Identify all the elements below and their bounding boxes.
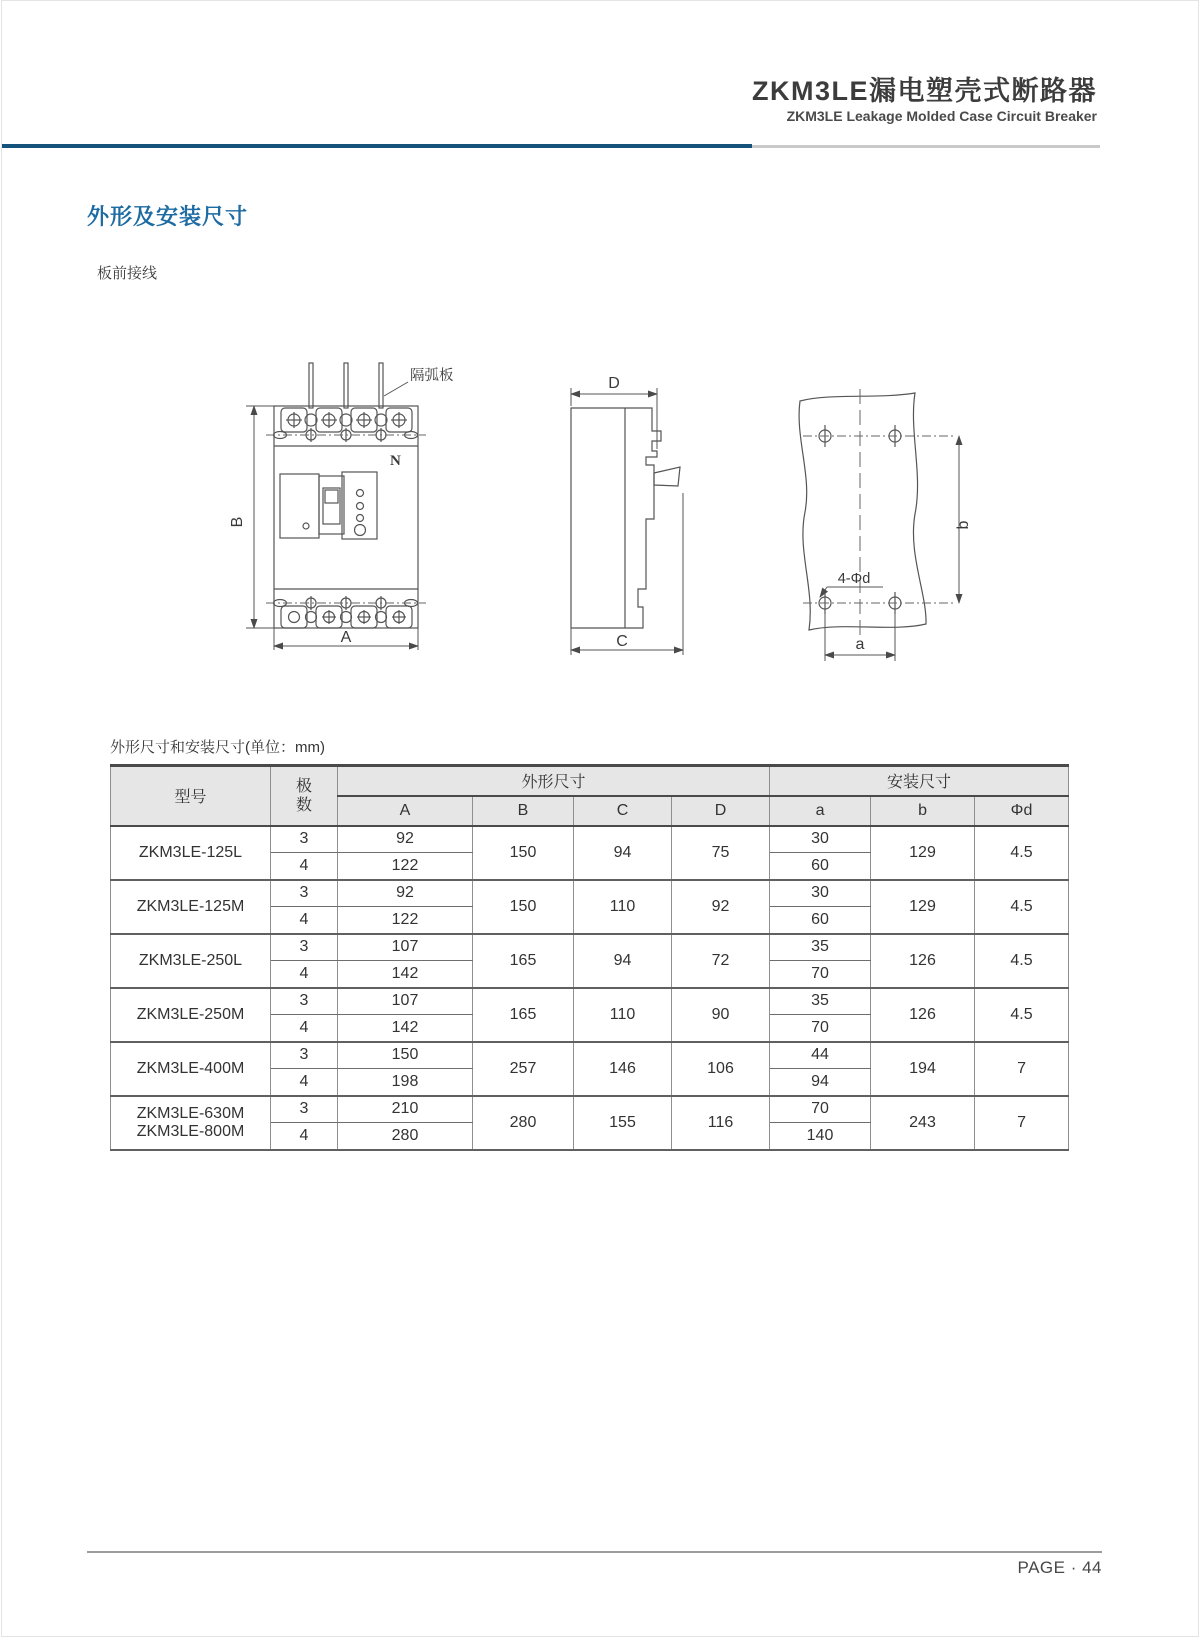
dim-B-cell: 165 [473,988,574,1042]
model-name: ZKM3LE-400M [136,1059,245,1077]
col-header-phid: Φd [975,796,1069,826]
mounting-plate-outline [799,393,926,630]
dim-a-cell: 35 [770,934,871,961]
dim-a-cell: 60 [770,853,871,880]
dim-a-cell: 70 [770,1015,871,1042]
dim-A-cell: 142 [338,961,473,988]
side-view-dimensions [571,375,683,655]
dim-A-cell: 107 [338,934,473,961]
poles-cell: 4 [271,1069,338,1096]
dim-A-cell: 142 [338,1015,473,1042]
mounting-hole-diagram [755,379,985,669]
dim-b-label: b [955,520,972,530]
dim-C-cell: 155 [574,1096,672,1150]
model-name: ZKM3LE-250M [136,1005,245,1023]
dim-b-cell: 126 [871,988,975,1042]
poles-cell: 4 [271,961,338,988]
neutral-pole-label: N [390,453,401,469]
col-header-model: 型号 [111,766,271,826]
model-cell [111,880,271,934]
model-cell [111,1042,271,1096]
dim-a-cell: 94 [770,1069,871,1096]
dim-A-label: A [340,629,352,646]
side-view-diagram [542,343,692,657]
col-header-A: A [338,796,473,826]
dim-A-cell: 122 [338,907,473,934]
group-header-mounting: 安装尺寸 [770,766,1069,796]
dim-phid-cell: 4.5 [975,826,1069,880]
poles-cell: 4 [271,1123,338,1150]
dim-a-cell: 70 [770,961,871,988]
dim-b-cell: 129 [871,826,975,880]
product-title-zh: ZKM3LE漏电塑壳式断路器 [752,76,1097,106]
dim-B-cell: 150 [473,826,574,880]
dim-B-cell: 280 [473,1096,574,1150]
poles-cell: 3 [271,880,338,907]
col-header-poles [271,766,338,826]
dim-D-cell: 72 [672,934,770,988]
table-row [111,988,1069,1015]
page-number: PAGE · 44 [1017,1558,1102,1577]
dim-b-cell: 243 [871,1096,975,1150]
table-row [111,934,1069,961]
dim-A-cell: 92 [338,880,473,907]
dim-A-cell: 122 [338,853,473,880]
model-cell [111,1096,271,1150]
dim-D-cell: 90 [672,988,770,1042]
table-row [111,826,1069,853]
dim-C-label: C [616,633,628,650]
table-row [111,880,1069,907]
dim-B-cell: 165 [473,934,574,988]
poles-cell: 4 [271,853,338,880]
dim-phid-cell: 4.5 [975,988,1069,1042]
dim-D-cell: 75 [672,826,770,880]
dim-D-cell: 106 [672,1042,770,1096]
dim-D-cell: 92 [672,880,770,934]
dim-B-cell: 150 [473,880,574,934]
front-view-centerlines [266,435,426,603]
dim-A-cell: 92 [338,826,473,853]
holes-spec-label: 4-Φd [837,571,871,587]
dim-a-cell: 30 [770,880,871,907]
dimensions-table [110,764,1069,1151]
dim-a-cell: 30 [770,826,871,853]
model-name: ZKM3LE-125M [136,897,245,915]
poles-header-text: 极数 [295,777,312,814]
dim-a-cell: 140 [770,1123,871,1150]
breaker-side-outline [571,408,680,628]
model-cell [111,826,271,880]
dim-C-cell: 146 [574,1042,672,1096]
mounting-centerlines [803,389,955,641]
col-header-B: B [473,796,574,826]
dim-D-label: D [608,375,620,392]
poles-cell: 3 [271,1096,338,1123]
dim-C-cell: 94 [574,934,672,988]
dim-D-cell: 116 [672,1096,770,1150]
dim-a-cell: 60 [770,907,871,934]
dim-b-cell: 129 [871,880,975,934]
model-cell [111,988,271,1042]
dim-a-cell: 44 [770,1042,871,1069]
dim-C-cell: 94 [574,826,672,880]
dim-phid-cell: 4.5 [975,934,1069,988]
dim-a-cell: 70 [770,1096,871,1123]
dim-A-cell: 280 [338,1123,473,1150]
dim-A-cell: 210 [338,1096,473,1123]
model-cell [111,934,271,988]
col-header-C: C [574,796,672,826]
dim-C-cell: 110 [574,988,672,1042]
dim-B-label: B [229,516,246,528]
footer-rule [87,1551,1102,1553]
col-header-a: a [770,796,871,826]
dim-b-cell: 194 [871,1042,975,1096]
page-header [752,75,1097,125]
dim-b-cell: 126 [871,934,975,988]
dim-phid-cell: 7 [975,1042,1069,1096]
dim-B-cell: 257 [473,1042,574,1096]
dim-C-cell: 110 [574,880,672,934]
poles-cell: 3 [271,934,338,961]
model-name: ZKM3LE-250L [138,951,243,969]
model-name-2: ZKM3LE-800M [136,1122,245,1140]
dim-A-cell: 198 [338,1069,473,1096]
breaker-front-outline [274,363,419,628]
poles-cell: 3 [271,826,338,853]
dim-phid-cell: 4.5 [975,880,1069,934]
table-caption: 外形尺寸和安装尺寸(单位：mm) [110,739,325,756]
front-view-diagram [224,339,474,653]
poles-cell: 4 [271,1015,338,1042]
poles-cell: 3 [271,1042,338,1069]
header-rule-blue [2,144,752,148]
col-header-D: D [672,796,770,826]
dim-phid-cell: 7 [975,1096,1069,1150]
header-rule-gray [752,145,1100,148]
arc-plate-label: 隔弧板 [410,368,454,384]
table-header [111,766,1069,826]
dim-a-label: a [855,636,865,653]
model-name: ZKM3LE-630M [136,1104,245,1122]
table-row [111,1096,1069,1123]
poles-cell: 4 [271,907,338,934]
table-row [111,1042,1069,1069]
poles-cell: 3 [271,988,338,1015]
dim-A-cell: 150 [338,1042,473,1069]
group-header-outline: 外形尺寸 [338,766,770,796]
dim-a-cell: 35 [770,988,871,1015]
model-name: ZKM3LE-125L [138,843,243,861]
section-title: 外形及安装尺寸 [87,204,249,229]
wiring-type-label: 板前接线 [97,265,158,282]
catalog-page [1,0,1199,1637]
col-header-b: b [871,796,975,826]
dim-A-cell: 107 [338,988,473,1015]
product-title-en: ZKM3LE Leakage Molded Case Circuit Breaker [786,108,1097,124]
